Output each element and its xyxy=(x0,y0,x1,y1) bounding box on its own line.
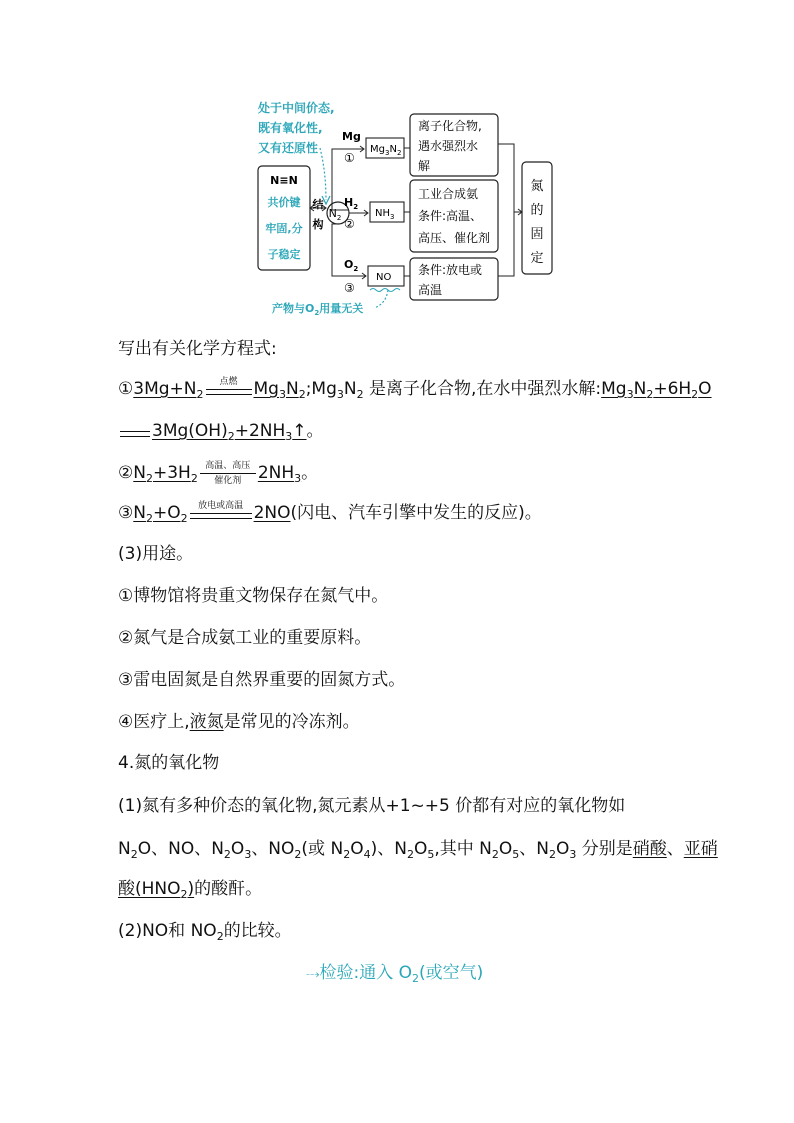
equation-1: $①3Mg+N_2$ 点燃 $Mg_3N_2;Mg_3N_2$ 是离子化合物,在水中强烈水解$:Mg_3N_2+6H_2O$ xyxy=(118,377,712,401)
reagent-o2: $O_2$ xyxy=(344,258,359,273)
use-2: ②氮气是合成氨工业的重要原料。 xyxy=(118,628,372,648)
use-4-liquid-nitrogen: 液氮 xyxy=(189,712,224,732)
uses-heading: (3)用途。 xyxy=(118,544,194,564)
eq1-number: ① xyxy=(118,379,134,399)
use-4: ④医疗上,液氮是常见的冷冻剂。 xyxy=(118,712,360,732)
reagent-h2: $H_2$ xyxy=(344,196,359,211)
heading-equations: 写出有关化学方程式: xyxy=(118,339,277,359)
note-bottom: 产物与$O_2$用量无关 xyxy=(272,302,364,317)
oxides-paragraph-line3: 酸$(HNO_2)$的酸酐。 xyxy=(118,879,263,901)
branch-num-3: ③ xyxy=(344,281,355,295)
left-box-line2: 共价键 xyxy=(267,196,301,209)
desc-2-line3: 高压、催化剂 xyxy=(418,231,491,245)
product-no-wavy xyxy=(370,289,400,292)
equation-3 xyxy=(118,502,542,530)
eq3-note: (闪电、汽车引擎中发生的反应)。 xyxy=(290,503,542,523)
product-no: NO xyxy=(376,272,392,283)
note-top-line1: 处于中间价态, xyxy=(258,101,335,115)
right-label-3: 固 xyxy=(530,227,544,242)
equation-2: $②N_2+3H_2$ 高温、高压 催化剂 $2NH_3$。 xyxy=(118,461,319,486)
branch-num-2: ② xyxy=(344,217,355,231)
eq2-number: ② xyxy=(118,463,134,483)
desc-1-line2: 遇水强烈水 xyxy=(418,139,479,153)
eq1-hydrolysis-products: $3Mg(OH)_2+2NH_3↑$ xyxy=(118,421,307,441)
nitrous-acid-underlined-part1: 亚硝 xyxy=(683,839,718,859)
desc-1-line1: 离子化合物, xyxy=(418,119,482,133)
nitrous-acid-underlined-part2: 酸$(HNO_2)$ xyxy=(118,879,195,901)
reagent-mg: Mg xyxy=(342,130,361,143)
note-top-arrow xyxy=(320,148,326,200)
desc-3-line2: 高温 xyxy=(418,283,443,297)
nitrogen-fixation-diagram xyxy=(240,92,560,324)
right-label-1: 氮 xyxy=(530,179,544,194)
eq3-condition-sign: 放电或高温 xyxy=(190,504,252,522)
eq2-condition-sign: 高温、高压 催化剂 xyxy=(200,464,256,482)
structure-label-2: 构 xyxy=(312,218,324,231)
oxides-paragraph-line1: (1)氮有多种价态的氧化物,氮元素从+1~+5 价都有对应的氧化物如 xyxy=(118,796,626,816)
diagram-svg xyxy=(240,92,560,324)
equation-1-continued: $3Mg(OH)_2+2NH_3↑$。 xyxy=(118,420,324,448)
eq3-formula: $N_2+O_2$ 放电或高温 2NO xyxy=(133,501,291,525)
use-1: ①博物馆将贵重文物保存在氮气中。 xyxy=(118,586,389,606)
eq2-formula: $N_2+3H_2$ 高温、高压 催化剂 $2NH_3$ xyxy=(133,461,302,486)
right-label-4: 定 xyxy=(530,251,544,266)
oxides-paragraph-line2: $N_2O$、NO、$N_2O_3$、$NO_2$(或 $N_2O_4$)、$N_2O_5$,其中 $N_2O_5$、$N_2O_3$ 分别是硝酸、亚硝 xyxy=(118,839,718,861)
desc-2-line1: 工业合成氨 xyxy=(418,187,479,201)
right-bracket xyxy=(498,144,514,276)
left-box-line4: 子稳定 xyxy=(267,248,301,261)
desc-3-line1: 条件:放电或 xyxy=(418,263,483,277)
note-top-line2: 既有氧化性, xyxy=(258,121,323,135)
left-box-line3: 牢固,分 xyxy=(265,222,303,235)
comparison-heading: (2)NO和 $NO_2$的比较。 xyxy=(118,921,292,943)
structure-label-1: 结 xyxy=(312,198,324,211)
test-note: ⤏检验:通入 $O_2$(或空气) xyxy=(306,963,484,985)
product-nh3: $NH_3$ xyxy=(375,208,395,221)
eq1-hydrolysis: $Mg_3N_2+6H_2O$ xyxy=(601,379,712,401)
eq3-number: ③ xyxy=(118,503,134,523)
right-label-2: 的 xyxy=(530,203,544,218)
nitric-acid-underlined: 硝酸 xyxy=(632,839,667,859)
section-4-title: 4.氮的氧化物 xyxy=(118,753,220,773)
desc-2-line2: 条件:高温、 xyxy=(418,209,483,223)
note-top-line3: 又有还原性 xyxy=(258,141,319,155)
eq1-condition-sign: 点燃 xyxy=(206,380,252,398)
product-mg3n2: $Mg_3N_2$ xyxy=(370,144,402,157)
left-box-line1: N≡N xyxy=(270,174,298,187)
n2-label: $N_2$ xyxy=(328,207,342,222)
note-bottom-arrow xyxy=(374,290,388,308)
branch-num-1: ① xyxy=(344,151,355,165)
use-3: ③雷电固氮是自然界重要的固氮方式。 xyxy=(118,670,406,690)
eq1-description: 离子化合物,在水中强烈水解: xyxy=(386,379,602,399)
desc-1-line3: 解 xyxy=(418,159,431,173)
eq1-formula: $3Mg+N_2$ 点燃 $Mg_3N_2$ xyxy=(133,377,306,401)
